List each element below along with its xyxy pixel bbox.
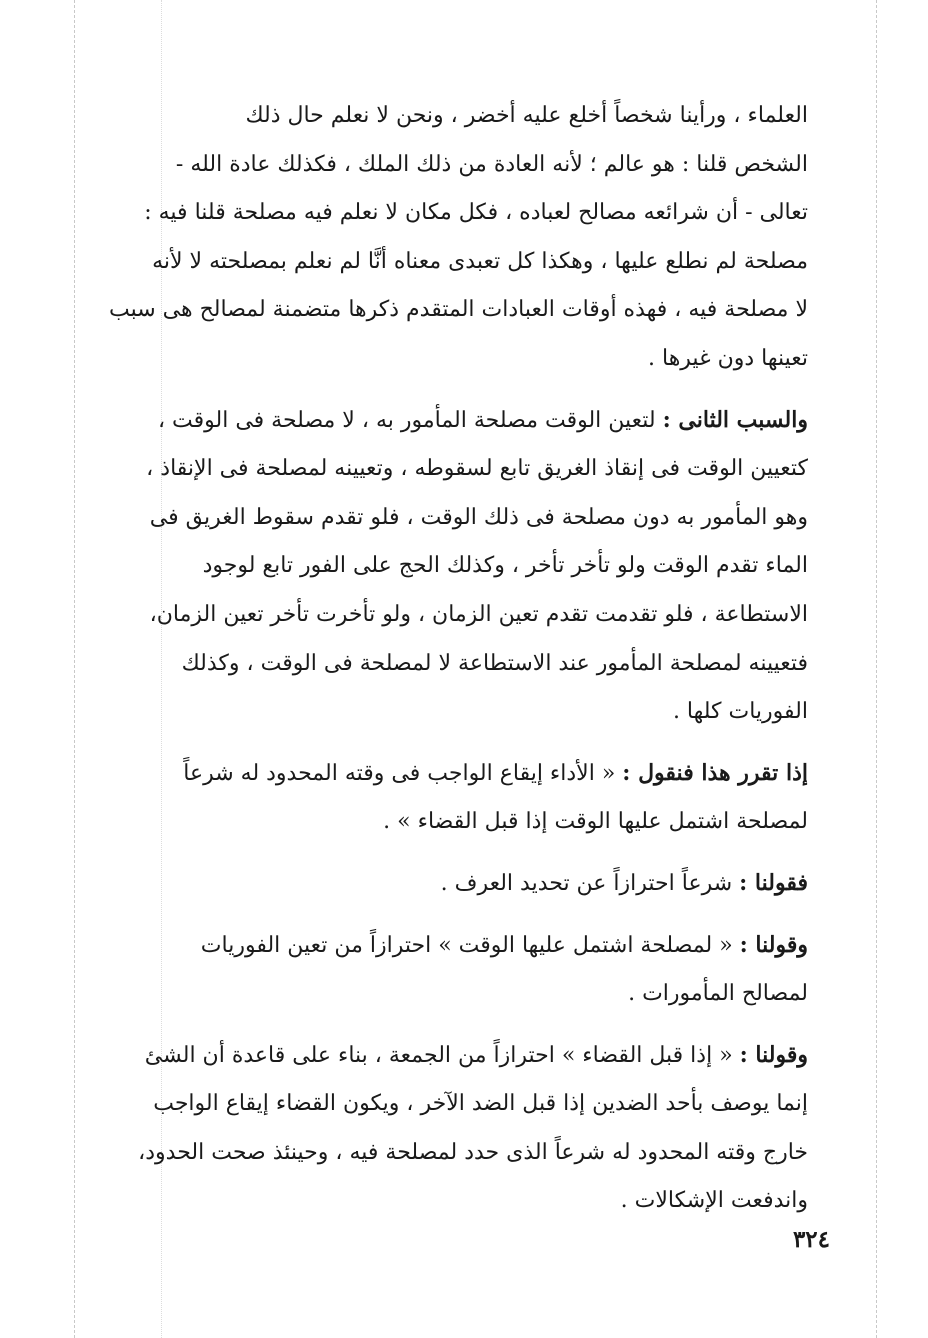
paragraph-3 xyxy=(118,749,808,847)
text-run: « الأداء إيقاع الواجب فى وقته المحدود له شرعاً xyxy=(183,760,623,786)
text-run: « لمصلحة اشتمل عليها الوقت » احترازاً من تعين الفوريات xyxy=(200,932,740,958)
text-line: تعينها دون غيرها . xyxy=(648,345,808,371)
paragraph-4 xyxy=(118,859,808,909)
text-line: الفوريات كلها . xyxy=(672,699,808,725)
text-line: واندفعت الإشكالات . xyxy=(620,1188,808,1214)
text-run: لتعين الوقت مصلحة المأمور به ، لا مصلحة فى الوقت ، xyxy=(157,407,663,433)
text-line: الاستطاعة ، فلو تقدمت تقدم تعين الزمان ، ولو تأخرت تأخر تعين الزمان، xyxy=(149,601,808,627)
text-line: إنما يوصف بأحد الضدين إذا قبل الضد الآخر ، ويكون القضاء إيقاع الواجب xyxy=(153,1091,808,1117)
page-number: ٣٢٤ xyxy=(792,1226,830,1253)
scan-margin-line-right xyxy=(876,0,877,1338)
text-line: مصلحة لم نطلع عليها ، وهكذا كل تعبدى معناه أنَّا لم نعلم بمصلحته لا لأنه xyxy=(152,248,808,274)
text-line xyxy=(118,1031,808,1081)
text-run: شرعاً احترازاً عن تحديد العرف . xyxy=(440,870,740,896)
text-line: لمصالح المأمورات . xyxy=(628,981,808,1007)
paragraph-2 xyxy=(118,396,808,737)
paragraph-lead: إذا تقرر هذا فنقول : xyxy=(622,759,808,786)
text-line: العلماء ، ورأينا شخصاً أخلع عليه أخضر ، ونحن لا نعلم حال ذلك xyxy=(245,103,808,128)
paragraph-1 xyxy=(108,92,808,384)
paragraph-lead: وقولنا : xyxy=(739,931,808,958)
paragraph-lead: وقولنا : xyxy=(739,1041,808,1068)
paragraph-5 xyxy=(118,921,808,1019)
paragraph-6 xyxy=(118,1031,808,1226)
text-line xyxy=(118,396,808,446)
scan-margin-line-left xyxy=(74,0,75,1338)
text-line: وهو المأمور به دون مصلحة فى ذلك الوقت ، فلو تقدم سقوط الغريق فى xyxy=(149,504,808,530)
text-line xyxy=(118,921,808,971)
text-line: الماء تقدم الوقت ولو تأخر تأخر ، وكذلك الحج على الفور تابع لوجود xyxy=(202,553,808,579)
text-line: كتعيين الوقت فى إنقاذ الغريق تابع لسقوطه ، وتعيينه لمصلحة فى الإنقاذ ، xyxy=(146,456,808,482)
page-body-text xyxy=(108,92,808,1226)
text-line xyxy=(118,749,808,799)
text-run: « إذا قبل القضاء » احترازاً من الجمعة ، بناء على قاعدة أن الشئ xyxy=(144,1042,740,1068)
text-line: الشخص قلنا : هو عالم ؛ لأنه العادة من ذلك الملك ، فكذلك عادة الله - xyxy=(175,151,808,177)
text-line: تعالى - أن شرائعه مصالح لعباده ، فكل مكان لا نعلم فيه مصلحة قلنا فيه : xyxy=(144,200,808,226)
text-line: لا مصلحة فيه ، فهذه أوقات العبادات المتقدم ذكرها متضمنة لمصالح هى سبب xyxy=(108,297,808,323)
paragraph-lead: فقولنا : xyxy=(739,869,808,896)
text-line: فتعيينه لمصلحة المأمور عند الاستطاعة لا لمصلحة فى الوقت ، وكذلك xyxy=(181,650,808,676)
text-line: خارج وقته المحدود له شرعاً الذى حدد لمصلحة فيه ، وحينئذ صحت الحدود، xyxy=(138,1139,808,1165)
text-line xyxy=(118,859,808,909)
text-line: لمصلحة اشتمل عليها الوقت إذا قبل القضاء » . xyxy=(383,809,808,835)
paragraph-lead: والسبب الثانى : xyxy=(662,406,808,433)
